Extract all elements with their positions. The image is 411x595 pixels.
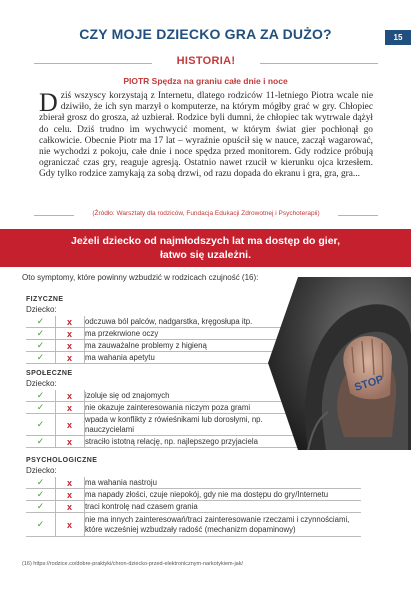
cross-icon: x [66,402,72,413]
check-icon: ✓ [36,419,45,429]
story-label: HISTORIA! [176,55,236,67]
banner-line-1: Jeżeli dziecko od najmłodszych lat ma dostęp do gier, [71,235,340,247]
section-subtitle-physical: Dziecko: [26,305,57,314]
symptom-text: izoluje się od znajomych [85,390,170,400]
footnote: (16) https://rodzice.co/dobre-praktyki/chron-dziecko-przed-elektronicznym-narkotykiem-jak/ [22,561,243,567]
symptom-row [26,501,361,513]
section-title-social: SPOŁECZNE [26,370,73,377]
cross-icon: x [66,328,72,339]
divider [260,63,378,64]
check-icon: ✓ [36,519,45,529]
section-subtitle-social: Dziecko: [26,379,57,388]
symptom-text: ma napady złości, czuje niepokój, gdy nie ma dostępu do gry/Internetu [85,489,329,499]
check-icon: ✓ [36,402,45,412]
cross-icon: x [66,419,72,430]
cross-icon: x [66,390,72,401]
story-text: ziś wszyscy korzystają z Internetu, dlatego rodziców 11-letniego Piotra wcale nie dziwiło, że ich syn marzył o komputerze, na którym mógłby grać w gry. Chłopiec zbierał grosz do grosza, aż uzbierał. Rodzice byli dumni, że chłopiec tak wytrwale dążył do celu. Dziś trudno im wychwycić moment, w którym świat gier pochłonął go całkowicie. Obecnie Piotr ma 17 lat – wyraźnie opuścił się w nauce, zaczął wagarować, nie wychodzi z pokoju, całe dnie i noce spędza przed monitorem. Gdy rodzice próbują ograniczać czas gry, reaguje agresją. Ostatnio nawet rzucił w kierunku ojca krzesłem. Gdy tylko rodzice zamykają za sobą drzwi, od razu dopada do ekranu i gra, gra, gra... [39,91,373,180]
photo-illustration [268,277,411,450]
section-title-physical: FIZYCZNE [26,296,64,303]
page-title: CZY MOJE DZIECKO GRA ZA DUŻO? [79,26,332,42]
source-text: (Źródło: Warsztaty dla rodziców, Fundacja Edukacji Zdrowotnej i Psychoterapii) [92,210,320,217]
hooded-child-photo [268,277,411,450]
symptom-text: ma wahania nastroju [85,477,157,487]
cross-icon: x [66,340,72,351]
story-header [34,55,378,71]
stop-text: STOP [353,373,386,394]
symptom-text: traci kontrolę nad czasem grania [85,501,198,511]
cross-icon: x [66,477,72,488]
warning-banner [0,229,411,267]
banner-line-2: łatwo się uzależni. [159,249,252,261]
section-subtitle-psychological: Dziecko: [26,466,57,475]
check-icon: ✓ [36,501,45,511]
story-body [39,88,373,181]
check-icon: ✓ [36,316,45,326]
symptom-text: straciło istotną relację, np. najlepszego przyjaciela [85,436,258,446]
symptom-text: ma wahania apetytu [85,352,155,362]
symptom-list-psychological [26,477,361,537]
symptom-row [26,477,361,489]
drop-cap: D [39,88,58,117]
symptom-text: odczuwa ból palców, nadgarstka, kręgosłupa itp. [85,316,253,326]
page-number: 15 [385,30,411,45]
symptom-text: ma zauważalne problemy z higieną [85,340,207,350]
cross-icon: x [66,519,72,530]
check-icon: ✓ [36,390,45,400]
cross-icon: x [66,489,72,500]
symptom-row [26,489,361,501]
cross-icon: x [66,501,72,512]
symptom-text: nie ma innych zainteresowań/traci zainteresowanie rzeczami i czynnościami, które wcześniej wzbudzały radość (mechanizm dopaminowy) [85,514,350,534]
check-icon: ✓ [36,436,45,446]
cross-icon: x [66,436,72,447]
check-icon: ✓ [36,352,45,362]
check-icon: ✓ [36,477,45,487]
symptom-text: ma przekrwione oczy [85,328,159,338]
symptoms-intro: Oto symptomy, które powinny wzbudzić w rodzicach czujność (16): [22,273,259,282]
symptom-row [26,513,361,537]
section-title-psychological: PSYCHOLOGICZNE [26,457,98,464]
divider [338,215,378,216]
cross-icon: x [66,352,72,363]
check-icon: ✓ [36,340,45,350]
story-source [34,209,378,221]
story-subtitle: PIOTR Spędza na graniu całe dnie i noce [123,76,288,86]
check-icon: ✓ [36,328,45,338]
symptom-text: wpada w konflikty z rówieśnikami lub dorosłymi, np. nauczycielami [85,414,263,434]
cross-icon: x [66,316,72,327]
check-icon: ✓ [36,489,45,499]
symptom-text: nie okazuje zainteresowania niczym poza grami [85,402,251,412]
